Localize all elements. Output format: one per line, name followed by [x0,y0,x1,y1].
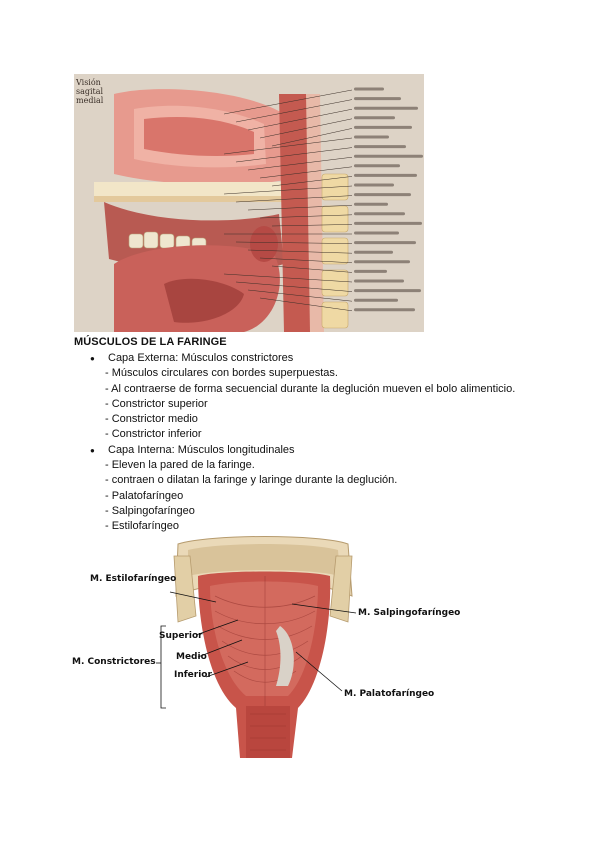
handwritten-annotation [354,145,406,148]
handwritten-annotation [354,116,395,119]
list-item: - Constrictor superior [105,397,208,410]
pharynx-posterior-figure [70,536,510,758]
section-title: MÚSCULOS DE LA FARINGE [74,336,227,348]
handwritten-annotation [354,308,415,311]
pharynx-illustration [70,536,510,758]
handwritten-annotation [354,184,394,187]
handwritten-annotation [354,260,410,263]
label-salpingofaringeo: M. Salpingofaríngeo [358,608,461,618]
list-item: - Salpingofaríngeo [105,504,195,517]
sagittal-anatomy-photo [74,74,424,332]
handwritten-annotation [354,203,388,206]
handwritten-annotation [354,212,405,215]
handwritten-annotation [354,289,421,292]
handwritten-annotation [354,174,417,177]
label-medio: Medio [176,652,207,662]
list-item: - Estilofaríngeo [105,520,179,533]
handwritten-annotation [354,88,384,91]
label-palatofaringeo: M. Palatofaríngeo [344,689,435,699]
list-item: - contraen o dilatan la faringe y laringe durante la deglución. [105,474,398,487]
handwritten-annotation [354,241,416,244]
sagittal-illustration [74,74,424,332]
handwritten-annotation [354,251,393,254]
group-heading-external: ● Capa Externa: Músculos constrictores [90,351,515,366]
list-item: - Al contraerse de forma secuencial durante la deglución mueven el bolo alimenticio. [105,382,516,395]
handwritten-annotation [354,107,418,110]
handwritten-annotation [354,222,422,225]
list-item: - Eleven la pared de la faringe. [105,459,255,472]
list-item: - Constrictor medio [105,413,198,426]
list-item: - Palatofaríngeo [105,489,184,502]
handwritten-annotation [354,97,401,100]
group-heading-internal: ● Capa Interna: Músculos longitudinales [90,443,515,458]
muscle-list [90,351,515,535]
list-item: - Músculos circulares con bordes superpuestas. [105,367,338,380]
label-superior: Superior [159,631,203,641]
list-item: - Constrictor inferior [105,428,202,441]
handwritten-annotation [354,270,387,273]
photo-corner-label: Visión sagital medial [76,78,104,105]
label-constrictores: M. Constrictores [72,657,156,667]
handwritten-annotation [354,280,404,283]
handwritten-annotation [354,136,389,139]
handwritten-annotation [354,232,399,235]
handwritten-annotation [354,299,398,302]
handwritten-annotation [354,126,412,129]
handwritten-annotation [354,155,423,158]
label-inferior: Inferior [174,670,212,680]
handwritten-annotation [354,193,411,196]
label-estilofaringeo: M. Estilofaríngeo [90,574,177,584]
handwritten-annotation [354,164,400,167]
